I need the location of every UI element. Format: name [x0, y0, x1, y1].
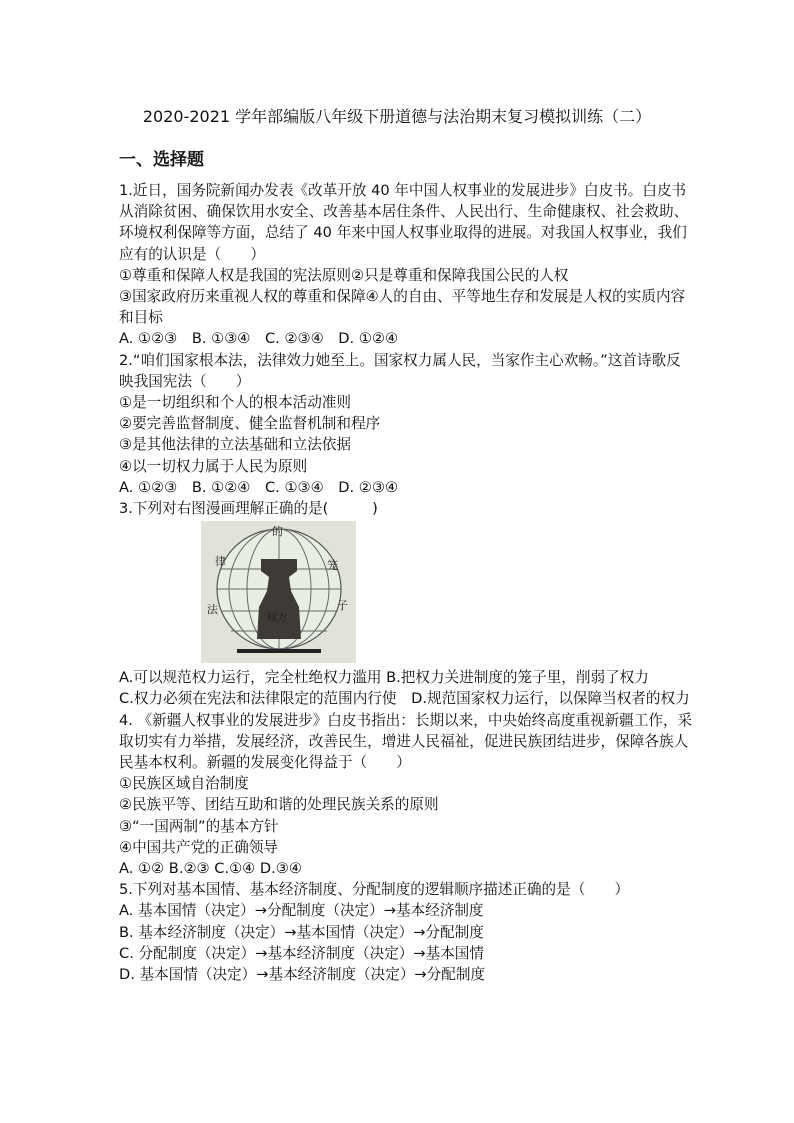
question-list: [119, 180, 694, 985]
question-item: ①民族区域自治制度: [119, 775, 249, 793]
question-stem: 1.近日，国务院新闻办发表《改革开放 40 年中国人权事业的发展进步》白皮书。白皮书从消除贫困、确保饮用水安全、改善基本居住条件、人民出行、生命健康权、社会救助、环境权利保障等方面，总结了 40 年来中国人权事业取得的进展。对我国人权事业，我们应有的认识是（ ）: [119, 182, 689, 263]
cage-label: 的: [272, 525, 283, 539]
cage-label: 笼: [327, 559, 338, 573]
question-stem: 4. 《新疆人权事业的发展进步》白皮书指出：长期以来，中央始终高度重视新疆工作，采取切实有力举措，发展经济，改善民生，增进人民福祉，促进民族团结进步，保障各族人民基本权利。新疆的发展变化得益于（ ）: [119, 711, 693, 772]
question-item: ①尊重和保障人权是我国的宪法原则②只是尊重和保障我国公民的人权: [119, 266, 569, 284]
question-item: ④中国共产党的正确领导: [119, 838, 279, 856]
question-item: A.可以规范权力运行，完全杜绝权力滥用 B.把权力关进制度的笼子里，削弱了权力: [119, 669, 649, 687]
cartoon-image: [201, 521, 356, 663]
cage-illustration: [201, 521, 356, 663]
question-item: ①是一切组织和个人的根本活动准则: [119, 394, 351, 412]
question-item: D. 基本国情（决定）→基本经济制度（决定）→分配制度: [119, 966, 486, 984]
question-stem: 3.下列对右图漫画理解正确的是( ): [119, 500, 378, 518]
document-title: 2020-2021 学年部编版八年级下册道德与法治期末复习模拟训练（二）: [142, 107, 652, 126]
cage-label: 子: [337, 599, 348, 613]
question-item: ③是其他法律的立法基础和立法依据: [119, 436, 351, 454]
question-stem: 5.下列对基本国情、基本经济制度、分配制度的逻辑顺序描述正确的是（ ）: [119, 881, 630, 899]
question-2: [119, 350, 694, 498]
cage-label: 法: [207, 603, 218, 617]
question-item: C.权力必须在宪法和法律限定的范围内行使 D.规范国家权力运行，以保障当权者的权力: [119, 690, 690, 708]
question-item: ③“一国两制”的基本方针: [119, 817, 279, 835]
cage-label: 律: [215, 555, 226, 569]
question-options: A. ①②③ B. ①②④ C. ①③④ D. ②③④: [119, 478, 399, 496]
question-item: B. 基本经济制度（决定）→基本国情（决定）→分配制度: [119, 923, 484, 941]
question-options: A. ①②③ B. ①③④ C. ②③④ D. ①②④: [119, 330, 399, 348]
question-item: ②要完善监督制度、健全监督机制和程序: [119, 415, 381, 433]
question-options: A. ①② B.②③ C.①④ D.③④: [119, 860, 302, 878]
question-1: [119, 180, 694, 350]
question-4: [119, 710, 694, 880]
question-item: ②民族平等、团结互助和谐的处理民族关系的原则: [119, 796, 439, 814]
question-item: C. 分配制度（决定）→基本经济制度（决定）→基本国情: [119, 944, 484, 962]
question-item: A. 基本国情（决定）→分配制度（决定）→基本经济制度: [119, 902, 484, 920]
question-5: [119, 879, 694, 985]
statue-label: 权力: [267, 613, 287, 625]
question-item: ③国家政府历来重视人权的尊重和保障④人的自由、平等地生存和发展是人权的实质内容和目标: [119, 288, 686, 327]
question-stem: 2.“咱们国家根本法，法律效力她至上。国家权力属人民，当家作主心欢畅。”这首诗歌反映我国宪法（ ）: [119, 351, 681, 390]
section-heading: 一、选择题: [119, 150, 204, 170]
question-3: [119, 498, 694, 710]
question-item: ④以一切权力属于人民为原则: [119, 457, 308, 475]
